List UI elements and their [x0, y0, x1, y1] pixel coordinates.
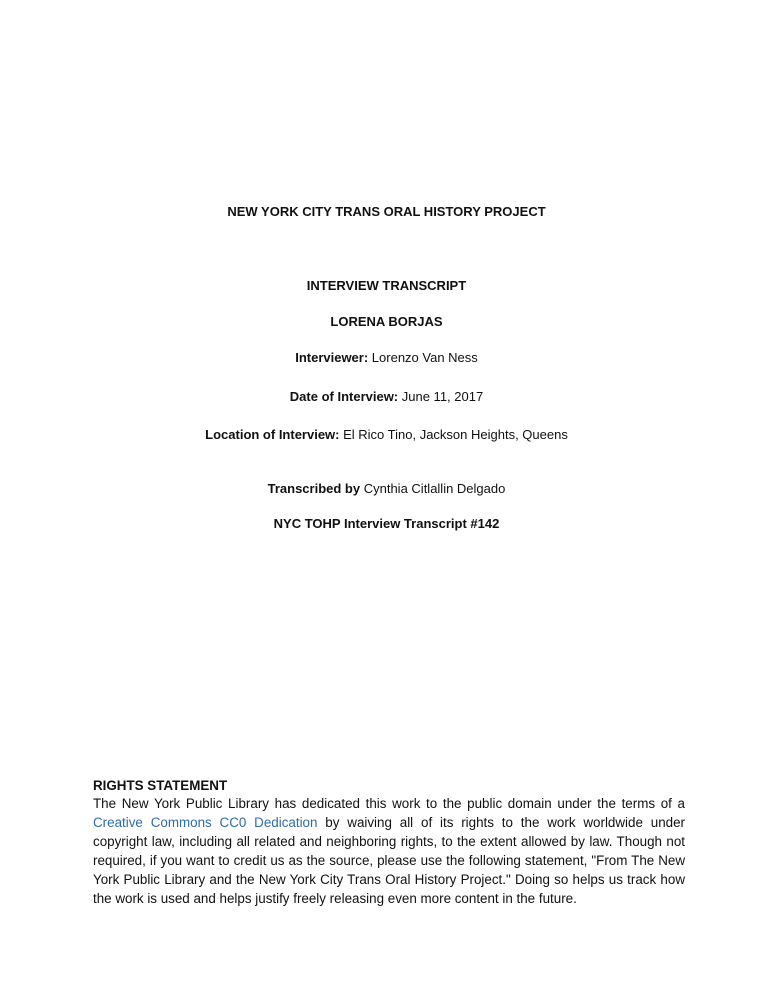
date-label: Date of Interview: [289, 389, 399, 404]
transcriber-value: Cynthia Citlallin Delgado [360, 481, 506, 496]
location-value: El Rico Tino, Jackson Heights, Queens [339, 427, 568, 442]
location-label: Location of Interview: [205, 427, 340, 442]
rights-text-after: by waiving all of its rights to the work worldwide under copyright law, including all related and neighboring rights, to the extent allowed by law. Though not required, if you want to credit us as the source, please use the following statement, "From The New York Public Library and the New York City Trans Oral History Project." Doing so helps us track how the work is used and helps justify freely releasing even more content in the future. [93, 815, 685, 906]
transcriber-line [0, 481, 773, 497]
document-type: INTERVIEW TRANSCRIPT [306, 278, 467, 293]
cc0-dedication-link[interactable]: Creative Commons CC0 Dedication [93, 815, 318, 830]
interviewer-value: Lorenzo Van Ness [368, 350, 478, 365]
rights-text-before: The New York Public Library has dedicated this work to the public domain under the terms of a [93, 796, 685, 811]
transcript-id: NYC TOHP Interview Transcript #142 [273, 516, 500, 531]
transcriber-label: Transcribed by [267, 481, 361, 496]
narrator-name: LORENA BORJAS [330, 314, 443, 329]
date-line [0, 389, 773, 405]
location-line [0, 427, 773, 443]
rights-statement [93, 778, 685, 908]
rights-body [93, 794, 685, 908]
interviewer-label: Interviewer: [295, 350, 369, 365]
interviewer-line [0, 350, 773, 366]
date-value: June 11, 2017 [398, 389, 484, 404]
rights-heading: RIGHTS STATEMENT [93, 778, 228, 793]
project-title: NEW YORK CITY TRANS ORAL HISTORY PROJECT [227, 204, 546, 219]
